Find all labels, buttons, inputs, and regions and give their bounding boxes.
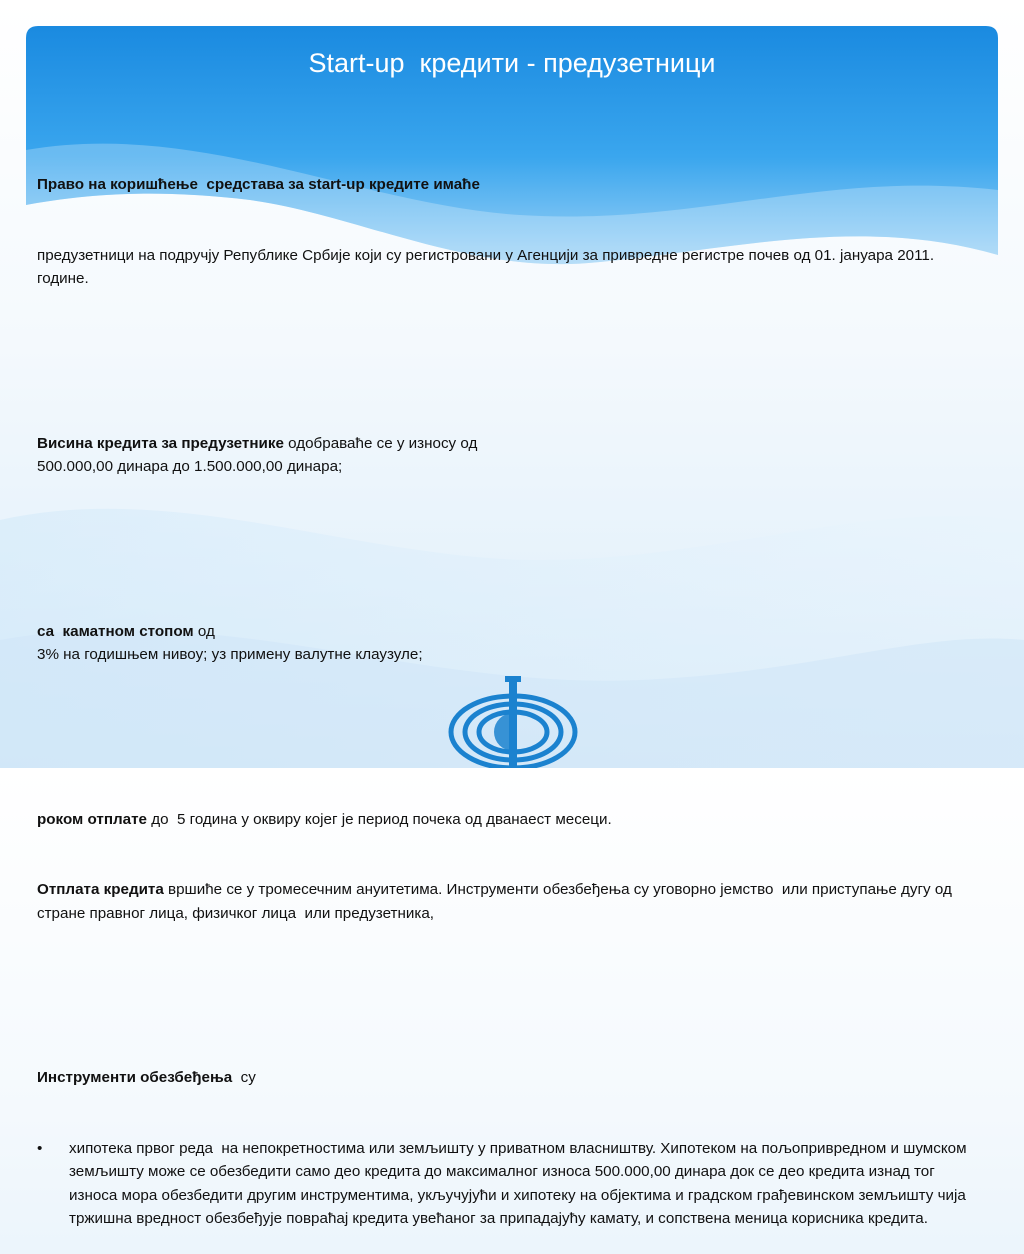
paragraph-collateral xyxy=(37,1066,987,1090)
spacer xyxy=(37,338,987,362)
eligibility-heading: Право на коришћење средстава за start-up кредите имаће xyxy=(37,176,480,193)
loan-amount-text: одобраваће се у износу од 500.000,00 динара до 1.500.000,00 динара; xyxy=(37,434,478,475)
slide-title: Start-up кредити - предузетници xyxy=(308,48,716,78)
repayment-term-heading: роком отплате xyxy=(37,810,147,828)
collateral-text: су xyxy=(232,1069,256,1086)
bullet-text: хипотека првог реда на непокретностима или земљишту у приватном власништву. Хипотеком на пољопривредном и шумском земљишту може се обезбедити само део кредита до максималног износа 500.000,00 динара док се део кредита изнад тог износа мора обезбедити другим инструментима, укључујући и хипотеку на објектима и градском грађевинском земљишту чија тржишна вредност обезбеђује повраћај кредита увећаног за припадајућу камату, и сопствена меница корисника кредита. xyxy=(69,1139,975,1227)
fund-logo-icon xyxy=(448,672,578,768)
collateral-heading: Инструменти обезбеђења xyxy=(37,1069,233,1086)
interest-rate-heading: са каматном стопом xyxy=(37,622,194,640)
paragraph-repayment-term xyxy=(37,808,987,832)
list-item xyxy=(37,1137,987,1231)
interest-rate-text: од 3% на годишњем нивоу; уз примену валутне клаузуле; xyxy=(37,622,423,663)
spacer xyxy=(37,972,987,996)
paragraph-eligibility xyxy=(37,173,987,197)
paragraph-repayment xyxy=(37,878,987,925)
paragraph-loan-amount xyxy=(37,432,987,479)
repayment-text: вршиће се у тромесечним ануитетима. Инструменти обезбеђења су уговорно јемство или приступање дугу од стране правног лица, физичког лица или предузетника, xyxy=(37,881,957,922)
repayment-term-text: до 5 година у оквиру којег је период почека од дванаест месеци. xyxy=(146,810,612,828)
eligibility-text: предузетници на подручју Републике Србије који су регистровани у Агенцији за привредне регистре почев од 01. јануара 2011. године. xyxy=(37,246,939,287)
repayment-heading: Отплата кредита xyxy=(37,881,164,898)
bullet-marker: • xyxy=(37,1139,43,1157)
spacer xyxy=(37,526,987,550)
loan-amount-heading: Висина кредита за предузетнике xyxy=(37,434,284,452)
paragraph-interest-rate xyxy=(37,620,987,667)
